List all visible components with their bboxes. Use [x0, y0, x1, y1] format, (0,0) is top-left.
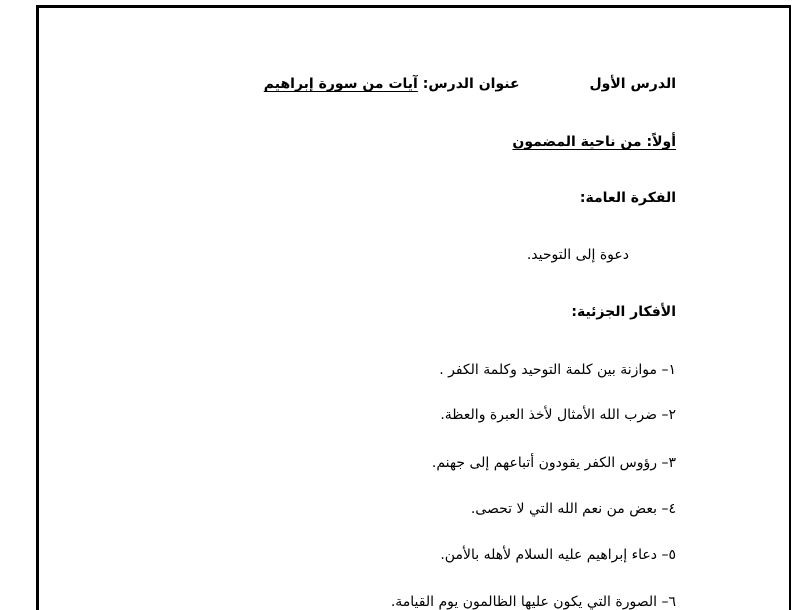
list-item: ٣– رؤوس الكفر يقودون أتباعهم إلى جهنم.: [431, 455, 676, 471]
page-border: [36, 5, 791, 610]
lesson-header: [264, 75, 676, 93]
partial-ideas-heading: الأفكار الجزئية:: [571, 304, 676, 320]
list-item: ٢– ضرب الله الأمثال لأخذ العبرة والعظة.: [440, 407, 676, 423]
list-item: ٦– الصورة التي يكون عليها الظالمون يوم القيامة.: [390, 594, 676, 610]
list-item: ٤– بعض من نعم الله التي لا تحصى.: [470, 501, 676, 517]
lesson-title-label: عنوان الدرس:: [422, 76, 520, 92]
lesson-number: الدرس الأول: [589, 76, 676, 92]
general-idea-heading: الفكرة العامة:: [579, 190, 676, 206]
section-heading: أولاً: من ناحية المضمون: [512, 134, 676, 150]
list-item: ١– موازنة بين كلمة التوحيد وكلمة الكفر .: [439, 362, 676, 378]
general-idea-text: دعوة إلى التوحيد.: [526, 247, 629, 263]
lesson-title-value: آيات من سورة إبراهيم: [263, 76, 418, 92]
list-item: ٥– دعاء إبراهيم عليه السلام لأهله بالأمن.: [440, 547, 676, 563]
